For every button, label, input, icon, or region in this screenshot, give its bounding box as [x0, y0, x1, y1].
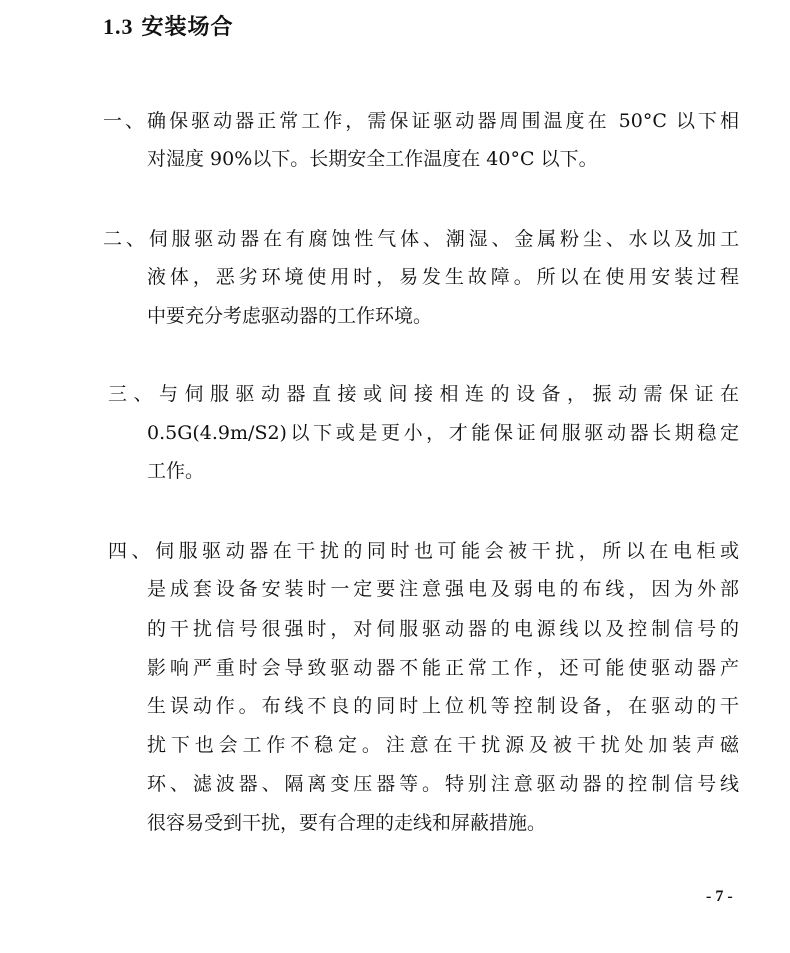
- page-number: - 7 -: [706, 888, 733, 905]
- paragraph-line: 四、伺服驱动器在干扰的同时也可能会被干扰，所以在电柜或: [108, 540, 739, 562]
- paragraph-line: 扰下也会工作不稳定。注意在干扰源及被干扰处加装声磁: [147, 734, 739, 756]
- paragraph-line: 液体，恶劣环境使用时，易发生故障。所以在使用安装过程: [147, 266, 739, 288]
- section-title: 安装场合: [141, 14, 234, 40]
- paragraph-line: 是成套设备安装时一定要注意强电及弱电的布线，因为外部: [147, 578, 739, 600]
- paragraph-line: 0.5G(4.9m/S2)以下或是更小，才能保证伺服驱动器长期稳定: [147, 422, 739, 444]
- section-number: 1.3: [103, 14, 134, 39]
- paragraph-line: 一、确保驱动器正常工作，需保证驱动器周围温度在 50°C 以下相: [103, 110, 739, 132]
- paragraph-line: 的干扰信号很强时，对伺服驱动器的电源线以及控制信号的: [147, 618, 739, 640]
- paragraph-line: 生误动作。布线不良的同时上位机等控制设备，在驱动的干: [147, 695, 739, 717]
- paragraph-line: 对湿度 90%以下。长期安全工作温度在 40°C 以下。: [147, 148, 598, 170]
- paragraph-line: 三、与伺服驱动器直接或间接相连的设备，振动需保证在: [108, 383, 739, 405]
- section-heading: [103, 10, 234, 41]
- paragraph-line: 很容易受到干扰，要有合理的走线和屏蔽措施。: [147, 812, 547, 834]
- paragraph-line: 中要充分考虑驱动器的工作环境。: [147, 305, 433, 327]
- paragraph-line: 二、伺服驱动器在有腐蚀性气体、潮湿、金属粉尘、水以及加工: [103, 228, 739, 250]
- paragraph-line: 影响严重时会导致驱动器不能正常工作，还可能使驱动器产: [147, 657, 739, 679]
- paragraph-line: 环、滤波器、隔离变压器等。特别注意驱动器的控制信号线: [147, 773, 739, 795]
- paragraph-line: 工作。: [147, 460, 205, 482]
